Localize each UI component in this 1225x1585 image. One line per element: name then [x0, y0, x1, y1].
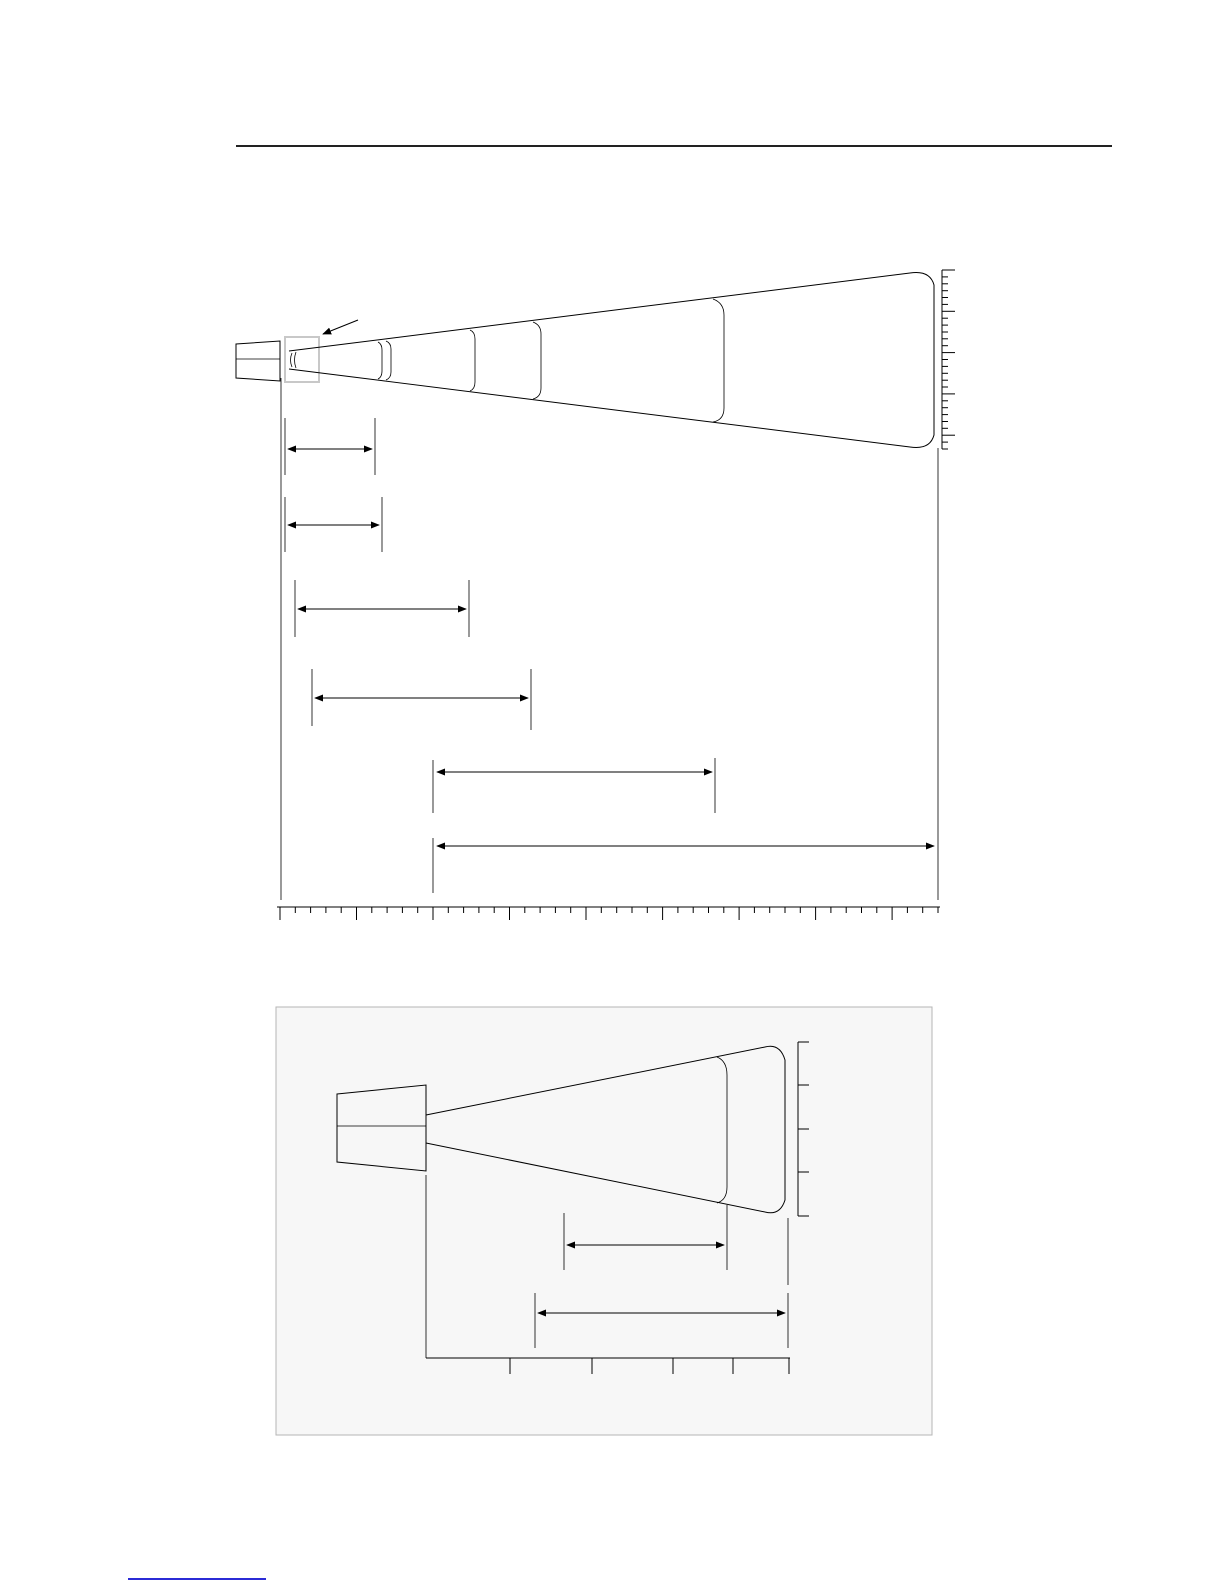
window-highlight-box	[285, 337, 319, 382]
range-row-6	[433, 838, 934, 893]
main-diagram	[236, 270, 955, 920]
inset-diagram	[276, 1007, 932, 1435]
scanner-head	[236, 341, 280, 381]
callout-arrow-icon	[323, 320, 358, 334]
footer-link-underline[interactable]	[128, 1578, 266, 1580]
right-vertical-scale	[942, 270, 955, 449]
range-row-5	[433, 758, 715, 813]
range-row-3	[295, 580, 469, 637]
scan-beam	[289, 273, 934, 448]
inset-panel	[276, 1007, 932, 1435]
range-row-4	[312, 669, 531, 730]
range-row-1	[285, 418, 375, 475]
bottom-distance-scale	[277, 907, 940, 920]
range-row-2	[285, 497, 382, 552]
